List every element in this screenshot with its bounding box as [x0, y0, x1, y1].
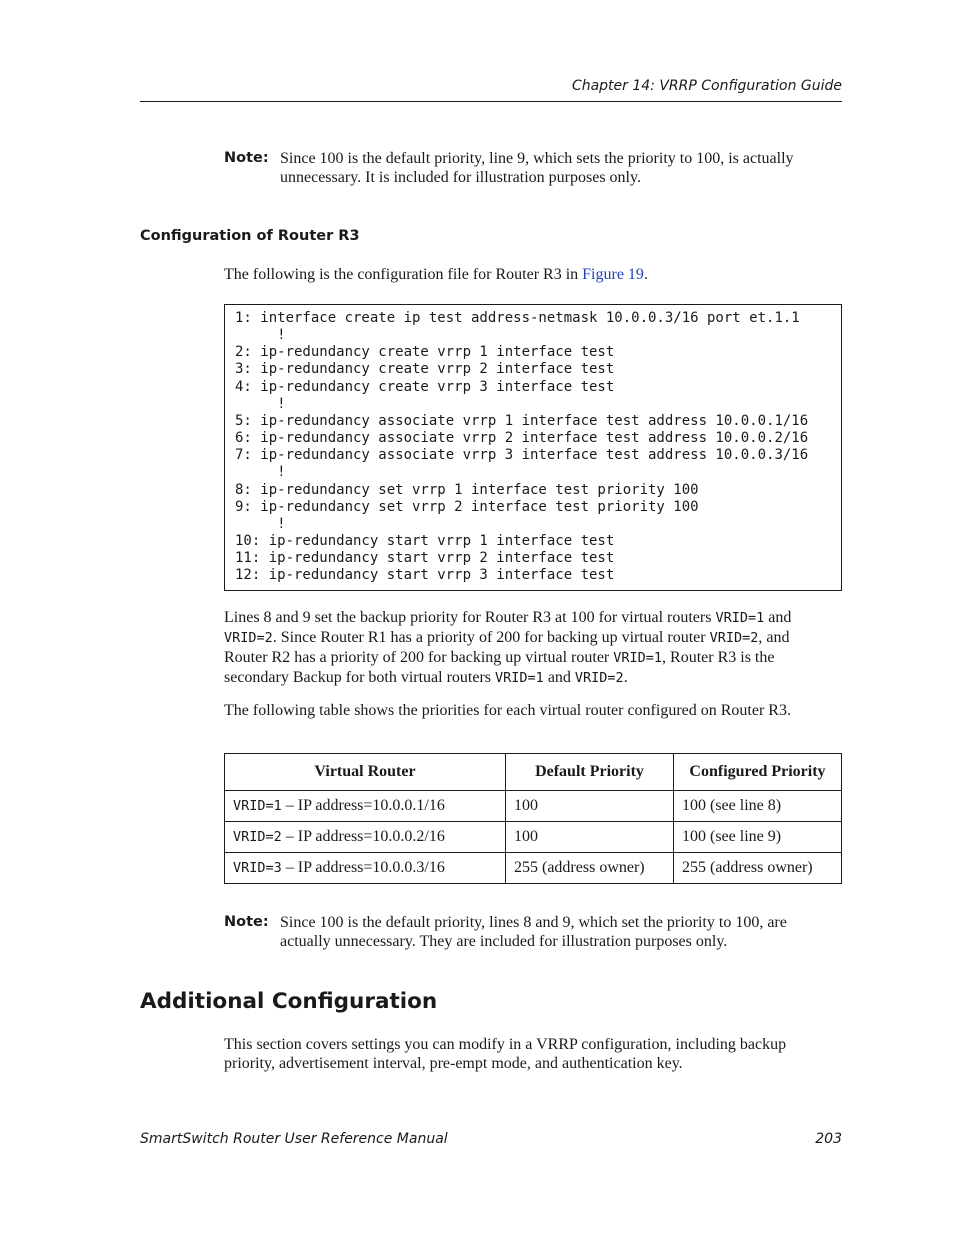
- running-header: Chapter 14: VRRP Configuration Guide: [571, 78, 842, 94]
- text-run: and: [543, 669, 575, 686]
- code-line: 12: ip-redundancy start vrrp 3 interface test: [235, 567, 615, 584]
- note-text-line: unnecessary. It is included for illustration purposes only.: [280, 169, 641, 186]
- table-row: [225, 853, 842, 884]
- code-line: !: [235, 395, 286, 412]
- subheading-router-r3: Configuration of Router R3: [140, 228, 360, 244]
- note-label: Note:: [224, 914, 269, 930]
- text-run: and: [764, 609, 792, 626]
- priority-table: [224, 753, 842, 884]
- figure-19-link[interactable]: Figure 19: [582, 266, 644, 283]
- note-label: Note:: [224, 150, 269, 166]
- header-rule: [140, 101, 842, 102]
- cell-default-priority: 100: [506, 822, 674, 853]
- address-text: – IP address=10.0.0.3/16: [281, 859, 445, 876]
- note-text-line: Since 100 is the default priority, lines 8 and 9, which set the priority to 100, are: [280, 914, 787, 931]
- cell-default-priority: 255 (address owner): [506, 853, 674, 884]
- table-row: [225, 822, 842, 853]
- code-line: 3: ip-redundancy create vrrp 2 interface test: [235, 361, 615, 378]
- code-line: 4: ip-redundancy create vrrp 3 interface test: [235, 378, 615, 395]
- code-line: 7: ip-redundancy associate vrrp 3 interface test address 10.0.0.3/16: [235, 447, 809, 464]
- explanation-paragraph: [224, 608, 842, 688]
- address-text: – IP address=10.0.0.2/16: [281, 828, 445, 845]
- table-header-row: [225, 754, 842, 791]
- inline-code: VRID=1: [613, 650, 663, 666]
- config-intro: [224, 265, 842, 284]
- text-run: secondary Backup for both virtual routers: [224, 669, 496, 686]
- table-row: [225, 791, 842, 822]
- code-line: 2: ip-redundancy create vrrp 1 interface test: [235, 344, 615, 361]
- code-line: 5: ip-redundancy associate vrrp 1 interface test address 10.0.0.1/16: [235, 412, 809, 429]
- text-run: Lines 8 and 9 set the backup priority for Router R3 at 100 for virtual routers: [224, 609, 716, 626]
- code-listing-box: [224, 304, 842, 591]
- code-line: 11: ip-redundancy start vrrp 2 interface test: [235, 550, 615, 567]
- config-intro-end: .: [643, 266, 648, 283]
- additional-text-line: priority, advertisement interval, pre-empt mode, and authentication key.: [224, 1055, 683, 1072]
- footer-manual-title: SmartSwitch Router User Reference Manual: [140, 1131, 448, 1147]
- footer-page-number: 203: [815, 1131, 842, 1147]
- cell-configured-priority: 255 (address owner): [674, 853, 842, 884]
- additional-intro: [224, 1035, 842, 1073]
- inline-code: VRID=2: [709, 630, 759, 646]
- column-header: Virtual Router: [225, 754, 506, 791]
- explanation-line: [224, 608, 842, 628]
- cell-default-priority: 100: [506, 791, 674, 822]
- config-intro-text: The following is the configuration file for Router R3 in: [224, 266, 583, 283]
- section-heading-additional-configuration: Additional Configuration: [140, 989, 438, 1014]
- inline-code: VRID=2: [574, 670, 624, 686]
- code-line: 9: ip-redundancy set vrrp 2 interface test priority 100: [235, 498, 699, 515]
- vrid-code: VRID=2: [233, 829, 282, 845]
- inline-code: VRID=2: [224, 630, 273, 646]
- code-listing: [235, 310, 808, 585]
- note-text-line: actually unnecessary. They are included for illustration purposes only.: [280, 933, 728, 950]
- inline-code: VRID=1: [715, 610, 765, 626]
- text-run: .: [623, 669, 628, 686]
- note-text-line: Since 100 is the default priority, line 9, which sets the priority to 100, is actually: [280, 150, 794, 167]
- code-line: !: [235, 464, 286, 481]
- text-run: , Router R3 is the: [662, 649, 775, 666]
- code-line: 10: ip-redundancy start vrrp 1 interface test: [235, 533, 615, 550]
- explanation-line: [224, 668, 842, 688]
- code-line: 6: ip-redundancy associate vrrp 2 interface test address 10.0.0.2/16: [235, 430, 809, 447]
- text-run: , and: [758, 629, 790, 646]
- code-line: 1: interface create ip test address-netmask 10.0.0.3/16 port et.1.1: [235, 310, 800, 326]
- cell-virtual-router: [225, 822, 506, 853]
- address-text: – IP address=10.0.0.1/16: [281, 797, 445, 814]
- additional-text-line: This section covers settings you can modify in a VRRP configuration, including backup: [224, 1036, 787, 1053]
- text-run: Router R2 has a priority of 200 for backing up virtual router: [224, 649, 614, 666]
- column-header: Default Priority: [506, 754, 674, 791]
- vrid-code: VRID=1: [233, 798, 282, 814]
- inline-code: VRID=1: [495, 670, 544, 686]
- cell-virtual-router: [225, 791, 506, 822]
- code-line: 8: ip-redundancy set vrrp 1 interface test priority 100: [235, 481, 699, 498]
- explanation-line: [224, 648, 842, 668]
- text-run: . Since Router R1 has a priority of 200 for backing up virtual router: [272, 629, 710, 646]
- explanation-line: [224, 628, 842, 648]
- table-intro: The following table shows the priorities for each virtual router configured on Router R3.: [224, 702, 791, 719]
- column-header: Configured Priority: [674, 754, 842, 791]
- code-line: !: [235, 515, 286, 532]
- note-line-9: [224, 149, 844, 187]
- cell-virtual-router: [225, 853, 506, 884]
- note-lines-8-9: [224, 913, 844, 951]
- code-line: !: [235, 327, 286, 344]
- vrid-code: VRID=3: [233, 860, 282, 876]
- cell-configured-priority: 100 (see line 9): [674, 822, 842, 853]
- cell-configured-priority: 100 (see line 8): [674, 791, 842, 822]
